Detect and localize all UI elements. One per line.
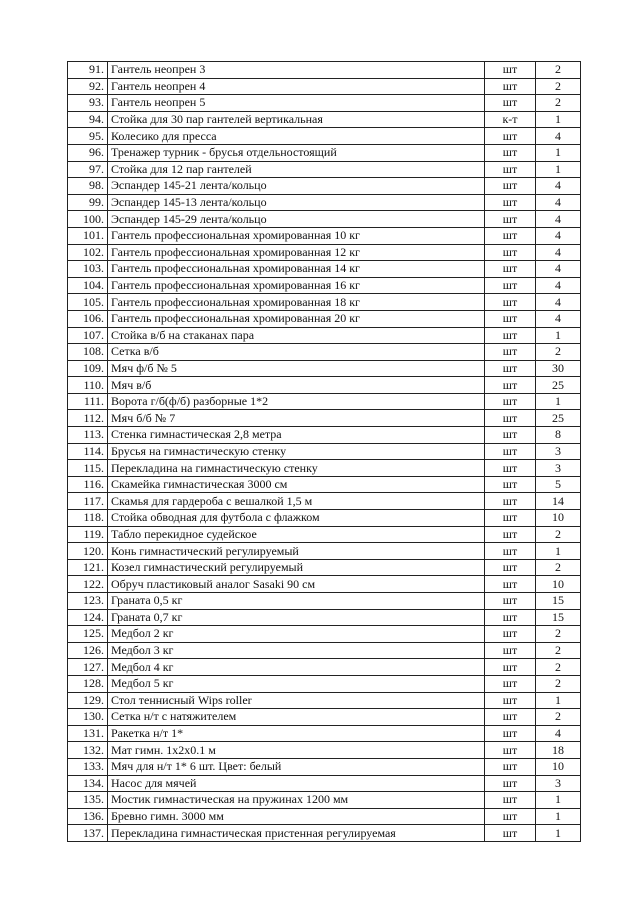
unit-cell: шт (485, 709, 536, 726)
row-number-cell: 108. (68, 344, 108, 361)
quantity-cell: 2 (536, 626, 581, 643)
item-name-cell: Перекладина гимнастическая пристенная регулируемая (108, 825, 485, 842)
row-number-cell: 134. (68, 775, 108, 792)
table-row (68, 775, 581, 792)
unit-cell: шт (485, 642, 536, 659)
quantity-cell: 4 (536, 194, 581, 211)
row-number-cell: 126. (68, 642, 108, 659)
unit-cell: шт (485, 62, 536, 79)
unit-cell: шт (485, 792, 536, 809)
quantity-cell: 10 (536, 510, 581, 527)
table-row (68, 377, 581, 394)
table-row (68, 310, 581, 327)
row-number-cell: 113. (68, 427, 108, 444)
item-name-cell: Скамья для гардероба с вешалкой 1,5 м (108, 493, 485, 510)
table-row (68, 128, 581, 145)
unit-cell: шт (485, 775, 536, 792)
unit-cell: шт (485, 725, 536, 742)
quantity-cell: 10 (536, 758, 581, 775)
inventory-table-body (68, 62, 581, 842)
item-name-cell: Мостик гимнастическая на пружинах 1200 мм (108, 792, 485, 809)
table-row (68, 692, 581, 709)
unit-cell: шт (485, 377, 536, 394)
table-row (68, 543, 581, 560)
row-number-cell: 101. (68, 227, 108, 244)
table-row (68, 609, 581, 626)
unit-cell: шт (485, 493, 536, 510)
row-number-cell: 129. (68, 692, 108, 709)
item-name-cell: Брусья на гимнастическую стенку (108, 443, 485, 460)
table-row (68, 510, 581, 527)
quantity-cell: 4 (536, 227, 581, 244)
row-number-cell: 123. (68, 593, 108, 610)
row-number-cell: 122. (68, 576, 108, 593)
table-row (68, 62, 581, 79)
item-name-cell: Стойка обводная для футбола с флажком (108, 510, 485, 527)
item-name-cell: Табло перекидное судейское (108, 526, 485, 543)
item-name-cell: Эспандер 145-13 лента/кольцо (108, 194, 485, 211)
quantity-cell: 3 (536, 460, 581, 477)
quantity-cell: 4 (536, 261, 581, 278)
quantity-cell: 4 (536, 178, 581, 195)
table-row (68, 410, 581, 427)
table-row (68, 111, 581, 128)
quantity-cell: 14 (536, 493, 581, 510)
table-row (68, 211, 581, 228)
item-name-cell: Гантель неопрен 5 (108, 95, 485, 112)
unit-cell: шт (485, 78, 536, 95)
table-row (68, 493, 581, 510)
unit-cell: шт (485, 211, 536, 228)
quantity-cell: 4 (536, 128, 581, 145)
item-name-cell: Стойка для 30 пар гантелей вертикальная (108, 111, 485, 128)
item-name-cell: Конь гимнастический регулируемый (108, 543, 485, 560)
unit-cell: шт (485, 427, 536, 444)
quantity-cell: 8 (536, 427, 581, 444)
table-row (68, 675, 581, 692)
item-name-cell: Стойка в/б на стаканах пара (108, 327, 485, 344)
item-name-cell: Граната 0,7 кг (108, 609, 485, 626)
row-number-cell: 128. (68, 675, 108, 692)
table-row (68, 792, 581, 809)
item-name-cell: Стол теннисный Wips roller (108, 692, 485, 709)
item-name-cell: Ворота г/б(ф/б) разборные 1*2 (108, 393, 485, 410)
row-number-cell: 132. (68, 742, 108, 759)
table-row (68, 393, 581, 410)
table-row (68, 709, 581, 726)
item-name-cell: Граната 0,5 кг (108, 593, 485, 610)
quantity-cell: 3 (536, 443, 581, 460)
quantity-cell: 4 (536, 244, 581, 261)
item-name-cell: Стенка гимнастическая 2,8 метра (108, 427, 485, 444)
table-row (68, 808, 581, 825)
row-number-cell: 99. (68, 194, 108, 211)
item-name-cell: Обруч пластиковый аналог Sasaki 90 см (108, 576, 485, 593)
table-row (68, 659, 581, 676)
inventory-table (67, 61, 581, 842)
table-row (68, 526, 581, 543)
quantity-cell: 10 (536, 576, 581, 593)
row-number-cell: 100. (68, 211, 108, 228)
table-row (68, 443, 581, 460)
unit-cell: шт (485, 261, 536, 278)
row-number-cell: 112. (68, 410, 108, 427)
quantity-cell: 4 (536, 725, 581, 742)
table-row (68, 277, 581, 294)
quantity-cell: 1 (536, 792, 581, 809)
table-row (68, 559, 581, 576)
item-name-cell: Медбол 4 кг (108, 659, 485, 676)
item-name-cell: Гантель неопрен 3 (108, 62, 485, 79)
unit-cell: шт (485, 393, 536, 410)
row-number-cell: 125. (68, 626, 108, 643)
unit-cell: шт (485, 526, 536, 543)
table-row (68, 460, 581, 477)
table-row (68, 742, 581, 759)
row-number-cell: 136. (68, 808, 108, 825)
item-name-cell: Тренажер турник - брусья отдельностоящий (108, 144, 485, 161)
unit-cell: шт (485, 675, 536, 692)
table-row (68, 725, 581, 742)
unit-cell: шт (485, 294, 536, 311)
unit-cell: шт (485, 825, 536, 842)
quantity-cell: 15 (536, 593, 581, 610)
unit-cell: шт (485, 510, 536, 527)
item-name-cell: Стойка для 12 пар гантелей (108, 161, 485, 178)
unit-cell: шт (485, 609, 536, 626)
item-name-cell: Медбол 2 кг (108, 626, 485, 643)
row-number-cell: 119. (68, 526, 108, 543)
unit-cell: шт (485, 344, 536, 361)
quantity-cell: 1 (536, 692, 581, 709)
unit-cell: шт (485, 758, 536, 775)
row-number-cell: 92. (68, 78, 108, 95)
row-number-cell: 133. (68, 758, 108, 775)
unit-cell: к-т (485, 111, 536, 128)
quantity-cell: 2 (536, 78, 581, 95)
quantity-cell: 30 (536, 360, 581, 377)
table-row (68, 144, 581, 161)
item-name-cell: Перекладина на гимнастическую стенку (108, 460, 485, 477)
quantity-cell: 4 (536, 211, 581, 228)
item-name-cell: Колесико для пресса (108, 128, 485, 145)
row-number-cell: 114. (68, 443, 108, 460)
row-number-cell: 135. (68, 792, 108, 809)
row-number-cell: 95. (68, 128, 108, 145)
unit-cell: шт (485, 95, 536, 112)
quantity-cell: 5 (536, 476, 581, 493)
row-number-cell: 131. (68, 725, 108, 742)
row-number-cell: 118. (68, 510, 108, 527)
quantity-cell: 2 (536, 344, 581, 361)
item-name-cell: Гантель профессиональная хромированная 12 кг (108, 244, 485, 261)
item-name-cell: Сетка в/б (108, 344, 485, 361)
item-name-cell: Гантель профессиональная хромированная 10 кг (108, 227, 485, 244)
item-name-cell: Козел гимнастический регулируемый (108, 559, 485, 576)
row-number-cell: 109. (68, 360, 108, 377)
table-row (68, 344, 581, 361)
unit-cell: шт (485, 128, 536, 145)
row-number-cell: 115. (68, 460, 108, 477)
quantity-cell: 2 (536, 709, 581, 726)
quantity-cell: 2 (536, 95, 581, 112)
unit-cell: шт (485, 194, 536, 211)
item-name-cell: Мяч для н/т 1* 6 шт. Цвет: белый (108, 758, 485, 775)
unit-cell: шт (485, 227, 536, 244)
row-number-cell: 91. (68, 62, 108, 79)
quantity-cell: 3 (536, 775, 581, 792)
row-number-cell: 96. (68, 144, 108, 161)
item-name-cell: Мяч б/б № 7 (108, 410, 485, 427)
table-row (68, 95, 581, 112)
table-row (68, 78, 581, 95)
unit-cell: шт (485, 659, 536, 676)
item-name-cell: Насос для мячей (108, 775, 485, 792)
unit-cell: шт (485, 476, 536, 493)
quantity-cell: 1 (536, 144, 581, 161)
quantity-cell: 2 (536, 526, 581, 543)
unit-cell: шт (485, 161, 536, 178)
item-name-cell: Гантель профессиональная хромированная 18 кг (108, 294, 485, 311)
unit-cell: шт (485, 410, 536, 427)
item-name-cell: Мяч в/б (108, 377, 485, 394)
item-name-cell: Гантель профессиональная хромированная 14 кг (108, 261, 485, 278)
unit-cell: шт (485, 310, 536, 327)
quantity-cell: 1 (536, 161, 581, 178)
row-number-cell: 103. (68, 261, 108, 278)
table-row (68, 294, 581, 311)
item-name-cell: Мяч ф/б № 5 (108, 360, 485, 377)
quantity-cell: 1 (536, 327, 581, 344)
unit-cell: шт (485, 626, 536, 643)
item-name-cell: Скамейка гимнастическая 3000 см (108, 476, 485, 493)
row-number-cell: 104. (68, 277, 108, 294)
table-row (68, 194, 581, 211)
quantity-cell: 25 (536, 377, 581, 394)
table-row (68, 360, 581, 377)
item-name-cell: Сетка н/т с натяжителем (108, 709, 485, 726)
quantity-cell: 15 (536, 609, 581, 626)
quantity-cell: 2 (536, 675, 581, 692)
quantity-cell: 1 (536, 808, 581, 825)
unit-cell: шт (485, 460, 536, 477)
row-number-cell: 110. (68, 377, 108, 394)
quantity-cell: 2 (536, 659, 581, 676)
quantity-cell: 2 (536, 642, 581, 659)
unit-cell: шт (485, 443, 536, 460)
table-row (68, 593, 581, 610)
unit-cell: шт (485, 593, 536, 610)
quantity-cell: 25 (536, 410, 581, 427)
unit-cell: шт (485, 742, 536, 759)
table-row (68, 227, 581, 244)
row-number-cell: 93. (68, 95, 108, 112)
item-name-cell: Гантель неопрен 4 (108, 78, 485, 95)
row-number-cell: 102. (68, 244, 108, 261)
quantity-cell: 2 (536, 62, 581, 79)
quantity-cell: 1 (536, 825, 581, 842)
table-row (68, 244, 581, 261)
item-name-cell: Медбол 3 кг (108, 642, 485, 659)
item-name-cell: Гантель профессиональная хромированная 20 кг (108, 310, 485, 327)
unit-cell: шт (485, 543, 536, 560)
table-row (68, 476, 581, 493)
row-number-cell: 130. (68, 709, 108, 726)
row-number-cell: 127. (68, 659, 108, 676)
row-number-cell: 124. (68, 609, 108, 626)
row-number-cell: 105. (68, 294, 108, 311)
item-name-cell: Эспандер 145-29 лента/кольцо (108, 211, 485, 228)
item-name-cell: Гантель профессиональная хромированная 16 кг (108, 277, 485, 294)
row-number-cell: 107. (68, 327, 108, 344)
unit-cell: шт (485, 144, 536, 161)
unit-cell: шт (485, 178, 536, 195)
row-number-cell: 117. (68, 493, 108, 510)
item-name-cell: Медбол 5 кг (108, 675, 485, 692)
unit-cell: шт (485, 327, 536, 344)
row-number-cell: 98. (68, 178, 108, 195)
table-row (68, 178, 581, 195)
quantity-cell: 2 (536, 559, 581, 576)
unit-cell: шт (485, 360, 536, 377)
unit-cell: шт (485, 808, 536, 825)
row-number-cell: 120. (68, 543, 108, 560)
unit-cell: шт (485, 244, 536, 261)
table-row (68, 642, 581, 659)
item-name-cell: Бревно гимн. 3000 мм (108, 808, 485, 825)
quantity-cell: 18 (536, 742, 581, 759)
quantity-cell: 4 (536, 310, 581, 327)
table-row (68, 427, 581, 444)
unit-cell: шт (485, 576, 536, 593)
row-number-cell: 121. (68, 559, 108, 576)
row-number-cell: 137. (68, 825, 108, 842)
quantity-cell: 4 (536, 277, 581, 294)
table-row (68, 161, 581, 178)
item-name-cell: Эспандер 145-21 лента/кольцо (108, 178, 485, 195)
table-row (68, 576, 581, 593)
table-row (68, 327, 581, 344)
quantity-cell: 1 (536, 111, 581, 128)
table-row (68, 825, 581, 842)
row-number-cell: 111. (68, 393, 108, 410)
table-row (68, 261, 581, 278)
quantity-cell: 4 (536, 294, 581, 311)
table-row (68, 626, 581, 643)
row-number-cell: 106. (68, 310, 108, 327)
row-number-cell: 97. (68, 161, 108, 178)
quantity-cell: 1 (536, 393, 581, 410)
table-row (68, 758, 581, 775)
item-name-cell: Ракетка н/т 1* (108, 725, 485, 742)
row-number-cell: 116. (68, 476, 108, 493)
item-name-cell: Мат гимн. 1х2х0.1 м (108, 742, 485, 759)
row-number-cell: 94. (68, 111, 108, 128)
quantity-cell: 1 (536, 543, 581, 560)
unit-cell: шт (485, 559, 536, 576)
unit-cell: шт (485, 692, 536, 709)
unit-cell: шт (485, 277, 536, 294)
